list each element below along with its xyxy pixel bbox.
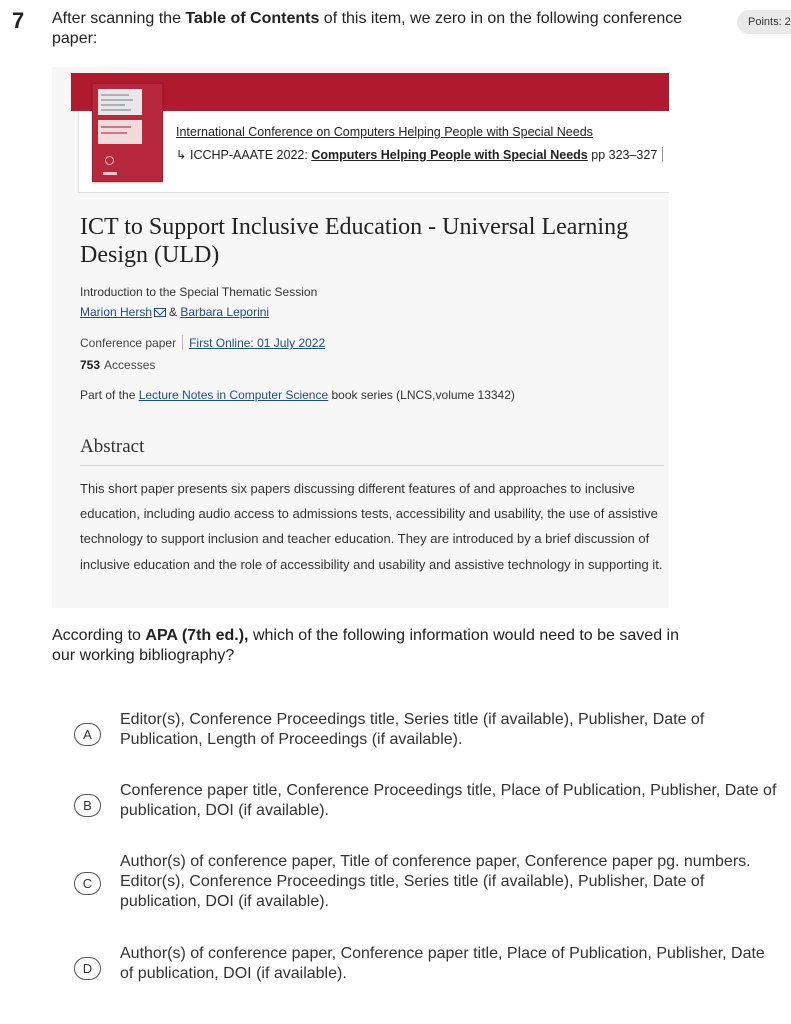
choice-text[interactable]: Author(s) of conference paper, Conference paper title, Place of Publication, Publisher, Date of publication, DOI (if available). bbox=[120, 945, 765, 982]
paper-type: Conference paper bbox=[80, 336, 177, 350]
choice-text[interactable]: Conference paper title, Conference Proceedings title, Place of Publication, Publisher, Date of publication, DOI (if available). bbox=[120, 782, 777, 819]
abstract-divider bbox=[80, 465, 664, 466]
prompt-bold: APA (7th ed.), bbox=[145, 627, 249, 644]
email-icon[interactable] bbox=[154, 308, 166, 317]
accesses-metric bbox=[80, 358, 155, 372]
paper-title: ICT to Support Inclusive Education - Universal Learning Design (ULD) bbox=[80, 214, 629, 268]
first-online-link[interactable]: First Online: 01 July 2022 bbox=[189, 336, 326, 350]
divider bbox=[182, 335, 183, 350]
choice-text[interactable]: Author(s) of conference paper, Title of conference paper, Conference paper pg. numbers. Editor(s), Conference Proceedings title, Series title (if available), Publisher, Date of publication, DOI (if available). bbox=[120, 853, 751, 910]
author-link-1[interactable]: Marion Hersh bbox=[80, 305, 153, 319]
paper-subtitle: Introduction to the Special Thematic Session bbox=[80, 285, 318, 299]
question-intro-text-1: After scanning the bbox=[52, 10, 186, 27]
author-list bbox=[80, 305, 269, 319]
pages-range: pp 323–327 bbox=[587, 148, 658, 162]
accesses-count: 753 bbox=[80, 358, 101, 372]
series-prefix: Part of the bbox=[80, 388, 139, 402]
subdirectory-arrow-icon: ↳ bbox=[176, 148, 187, 162]
author-separator: & bbox=[169, 305, 181, 319]
question-number: 7 bbox=[12, 8, 25, 33]
points-badge: Points: 2 bbox=[737, 10, 791, 34]
paper-screenshot bbox=[52, 67, 669, 608]
abstract-text: This short paper presents six papers discussing different features of and approaches to inclusive education, including audio access to admissions tests, accessibility and usability, the use of assistive technology to support inclusion and teacher education. They are introduced by a brief discussion of inclusive education and the role of accessibility and usability and assistive technology in supporting it. bbox=[80, 481, 663, 572]
conference-link[interactable]: International Conference on Computers Helping People with Special Needs bbox=[176, 125, 593, 139]
abstract-heading: Abstract bbox=[80, 436, 145, 457]
author-link-2[interactable]: Barbara Leporini bbox=[180, 305, 270, 319]
proceedings-line bbox=[176, 147, 663, 162]
choice-letter-badge[interactable]: A bbox=[74, 723, 101, 746]
series-info bbox=[80, 388, 515, 402]
book-cover-icon bbox=[92, 83, 163, 182]
accesses-label: Accesses bbox=[104, 358, 156, 372]
prompt-text-1: According to bbox=[52, 627, 146, 644]
proceedings-title-link[interactable]: Computers Helping People with Special Needs bbox=[311, 148, 588, 162]
divider bbox=[662, 147, 663, 162]
choice-letter-badge[interactable]: D bbox=[74, 957, 101, 980]
proceedings-prefix: ICCHP-AAATE 2022: bbox=[189, 148, 312, 162]
question-intro bbox=[52, 9, 692, 49]
question-intro-text-2: of this item, we zero in on the following conference paper: bbox=[52, 10, 683, 47]
series-suffix: book series (LNCS,volume 13342) bbox=[328, 388, 515, 402]
choice-letter-badge[interactable]: C bbox=[74, 872, 101, 895]
prompt-text-2: which of the following information would need to be saved in our working bibliography? bbox=[52, 627, 679, 664]
series-link[interactable]: Lecture Notes in Computer Science bbox=[138, 388, 329, 402]
question-prompt bbox=[52, 626, 692, 666]
choice-letter-badge[interactable]: B bbox=[74, 794, 101, 817]
question-intro-bold: Table of Contents bbox=[185, 10, 320, 27]
paper-meta bbox=[80, 335, 325, 350]
choice-text[interactable]: Editor(s), Conference Proceedings title, Series title (if available), Publisher, Date of Publication, Length of Proceedings (if available). bbox=[120, 711, 705, 748]
